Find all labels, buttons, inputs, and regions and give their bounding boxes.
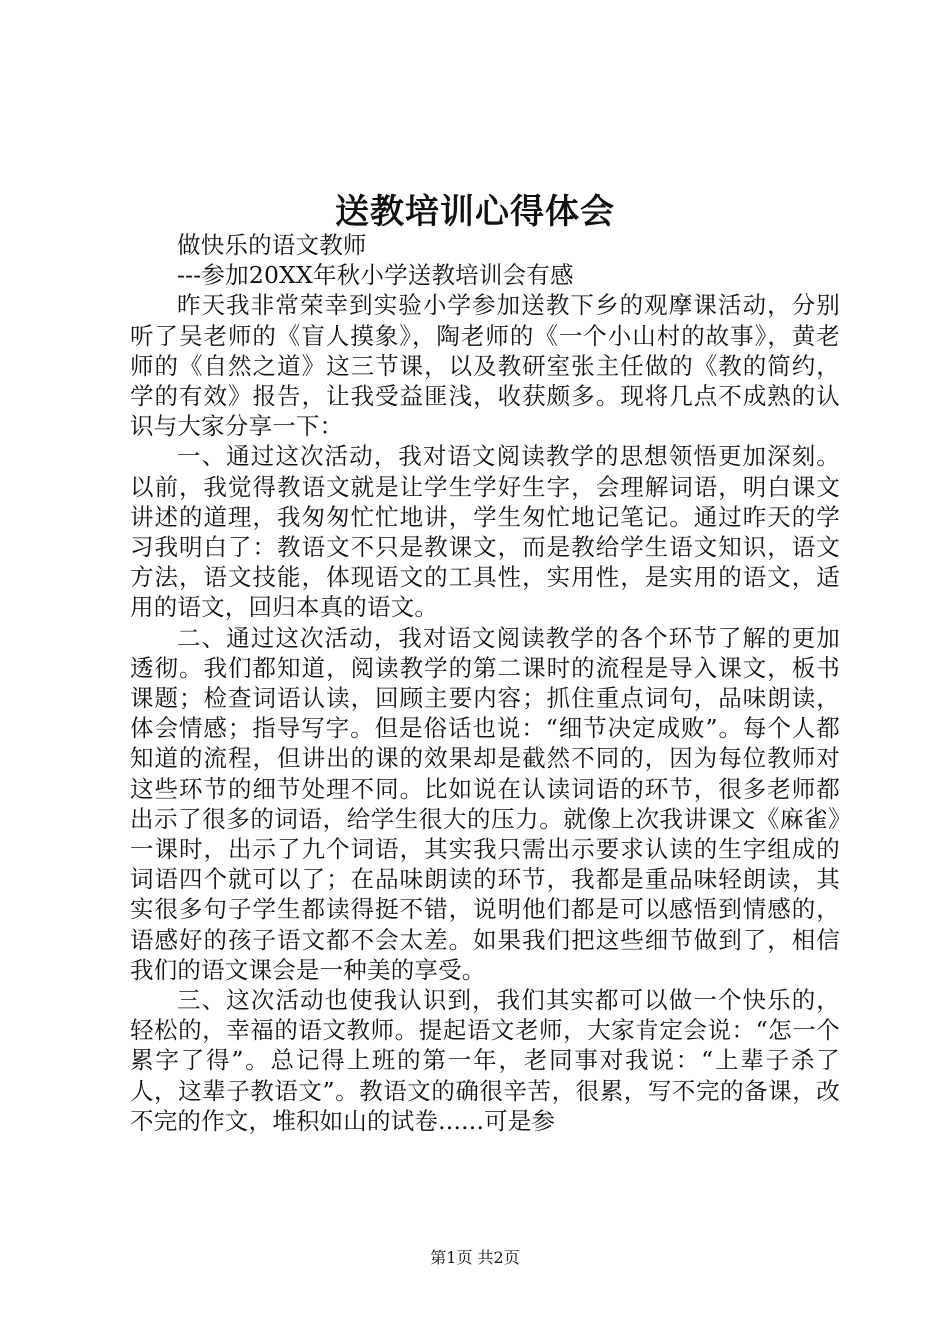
paragraph-intro: 昨天我非常荣幸到实验小学参加送教下乡的观摩课活动，分别听了吴老师的《盲人摸象》，陶老师的《一个小山村的故事》，黄老师的《自然之道》这三节课，以及教研室张主任做的《教的简约，学的有效》报告，让我受益匪浅，收获颇多。现将几点不成熟的认识与大家分享一下： [130,291,840,441]
paragraph-point-2: 二、通过这次活动，我对语文阅读教学的各个环节了解的更加透彻。我们都知道，阅读教学的第二课时的流程是导入课文，板书课题；检查词语认读，回顾主要内容；抓住重点词句，品味朗读，体会情感；指导写字。但是俗话也说：“细节决定成败”。每个人都知道的流程，但讲出的课的效果却是截然不同的，因为每位教师对这些环节的细节处理不同。比如说在认读词语的环节，很多老师都出示了很多的词语，给学生很大的压力。就像上次我讲课文《麻雀》一课时，出示了九个词语，其实我只需出示要求认读的生字组成的词语四个就可以了；在品味朗读的环节，我都是重品味轻朗读，其实很多句子学生都读得挺不错，说明他们都是可以感悟到情感的，语感好的孩子语文都不会太差。如果我们把这些细节做到了，相信我们的语文课会是一种美的享受。 [130,623,840,984]
subtitle-note: ---参加20XX年秋小学送教培训会有感 [177,261,574,290]
page-footer: 第1页 共2页 [430,1248,520,1267]
document-body [130,230,840,1136]
paragraph-point-3: 三、这次活动也使我认识到，我们其实都可以做一个快乐的，轻松的，幸福的语文教师。提起语文老师，大家肯定会说：“怎一个累字了得”。总记得上班的第一年，老同事对我说：“上辈子杀了人，这辈子教语文”。教语文的确很辛苦，很累，写不完的备课，改不完的作文，堆积如山的试卷......可是参 [130,986,840,1135]
paragraph-point-1: 一、通过这次活动，我对语文阅读教学的思想领悟更加深刻。以前，我觉得教语文就是让学生学好生字，会理解词语，明白课文讲述的道理，我匆匆忙忙地讲，学生匆忙地记笔记。通过昨天的学习我明白了：教语文不只是教课文，而是教给学生语文知识，语文方法，语文技能，体现语文的工具性，实用性，是实用的语文，适用的语文，回归本真的语文。 [130,442,840,622]
document-title: 送教培训心得体会 [335,192,615,232]
subtitle: 做快乐的语文教师 [177,231,367,259]
